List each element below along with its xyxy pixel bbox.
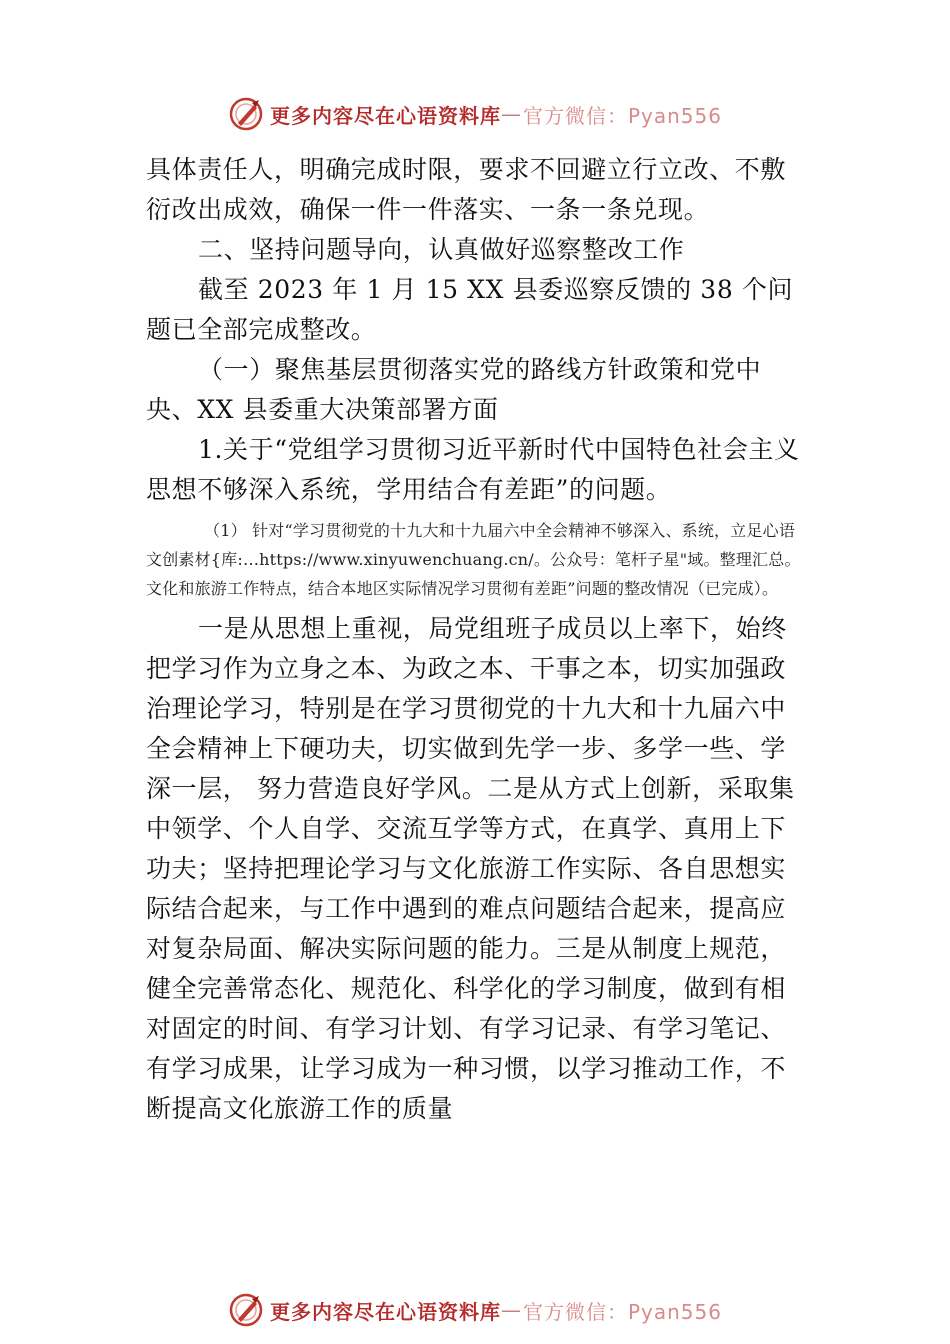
subsection-heading-1: （一）聚焦基层贯彻落实党的路线方针政策和党中央、XX 县委重大决策部署方面 xyxy=(146,355,762,424)
section-heading-2: 二、坚持问题导向，认真做好巡察整改工作 xyxy=(198,235,685,264)
sub-item-note: （1） 针对“学习贯彻党的十九大和十九届六中全会精神不够深入、系统，立足心语文创素材{库:…https://www.xinyuwenchuang.cn/。公众号：笔杆子星"域。整理汇总。文化和旅游工作特点，结合本地区实际情况学习贯彻有差距”问题的整改情况（已完成）。 xyxy=(146,521,801,598)
document-body xyxy=(146,150,810,1129)
banner-separator: — xyxy=(500,1298,523,1322)
footer-banner xyxy=(0,1288,950,1332)
banner-wechat-text: 官方微信：Pyan556 xyxy=(522,1299,722,1324)
header-banner xyxy=(0,92,950,136)
quill-logo-icon xyxy=(228,96,264,132)
banner-main-text: 更多内容尽在心语资料库 xyxy=(269,1299,501,1324)
quill-logo-icon xyxy=(228,1292,264,1328)
paragraph-summary: 截至 2023 年 1 月 15 XX 县委巡察反馈的 38 个问题已全部完成整改。 xyxy=(146,275,794,344)
paragraph-measures: 一是从思想上重视，局党组班子成员以上率下，始终把学习作为立身之本、为政之本、干事之本，切实加强政治理论学习，特别是在学习贯彻党的十九大和十九届六中全会精神上下硬功夫，切实做到先学一步、多学一些、学深一层， 努力营造良好学风。二是从方式上创新，采取集中领学、个人自学、交流互学等方式，在真学、真用上下功夫；坚持把理论学习与文化旅游工作实际、各自思想实际结合起来，与工作中遇到的难点问题结合起来，提高应对复杂局面、解决实际问题的能力。三是从制度上规范，健全完善常态化、规范化、科学化的学习制度，做到有相对固定的时间、有学习计划、有学习记录、有学习笔记、有学习成果，让学习成为一种习惯，以学习推动工作，不断提高文化旅游工作的质量 xyxy=(146,614,795,1123)
paragraph-continuation: 具体责任人，明确完成时限，要求不回避立行立改、不敷衍改出成效，确保一件一件落实、一条一条兑现。 xyxy=(146,155,787,224)
banner-separator: — xyxy=(500,102,523,126)
banner-main-text: 更多内容尽在心语资料库 xyxy=(269,103,501,128)
item-heading-1: 1.关于“党组学习贯彻习近平新时代中国特色社会主义思想不够深入系统，学用结合有差距”的问题。 xyxy=(146,435,800,504)
banner-wechat-text: 官方微信：Pyan556 xyxy=(522,103,722,128)
